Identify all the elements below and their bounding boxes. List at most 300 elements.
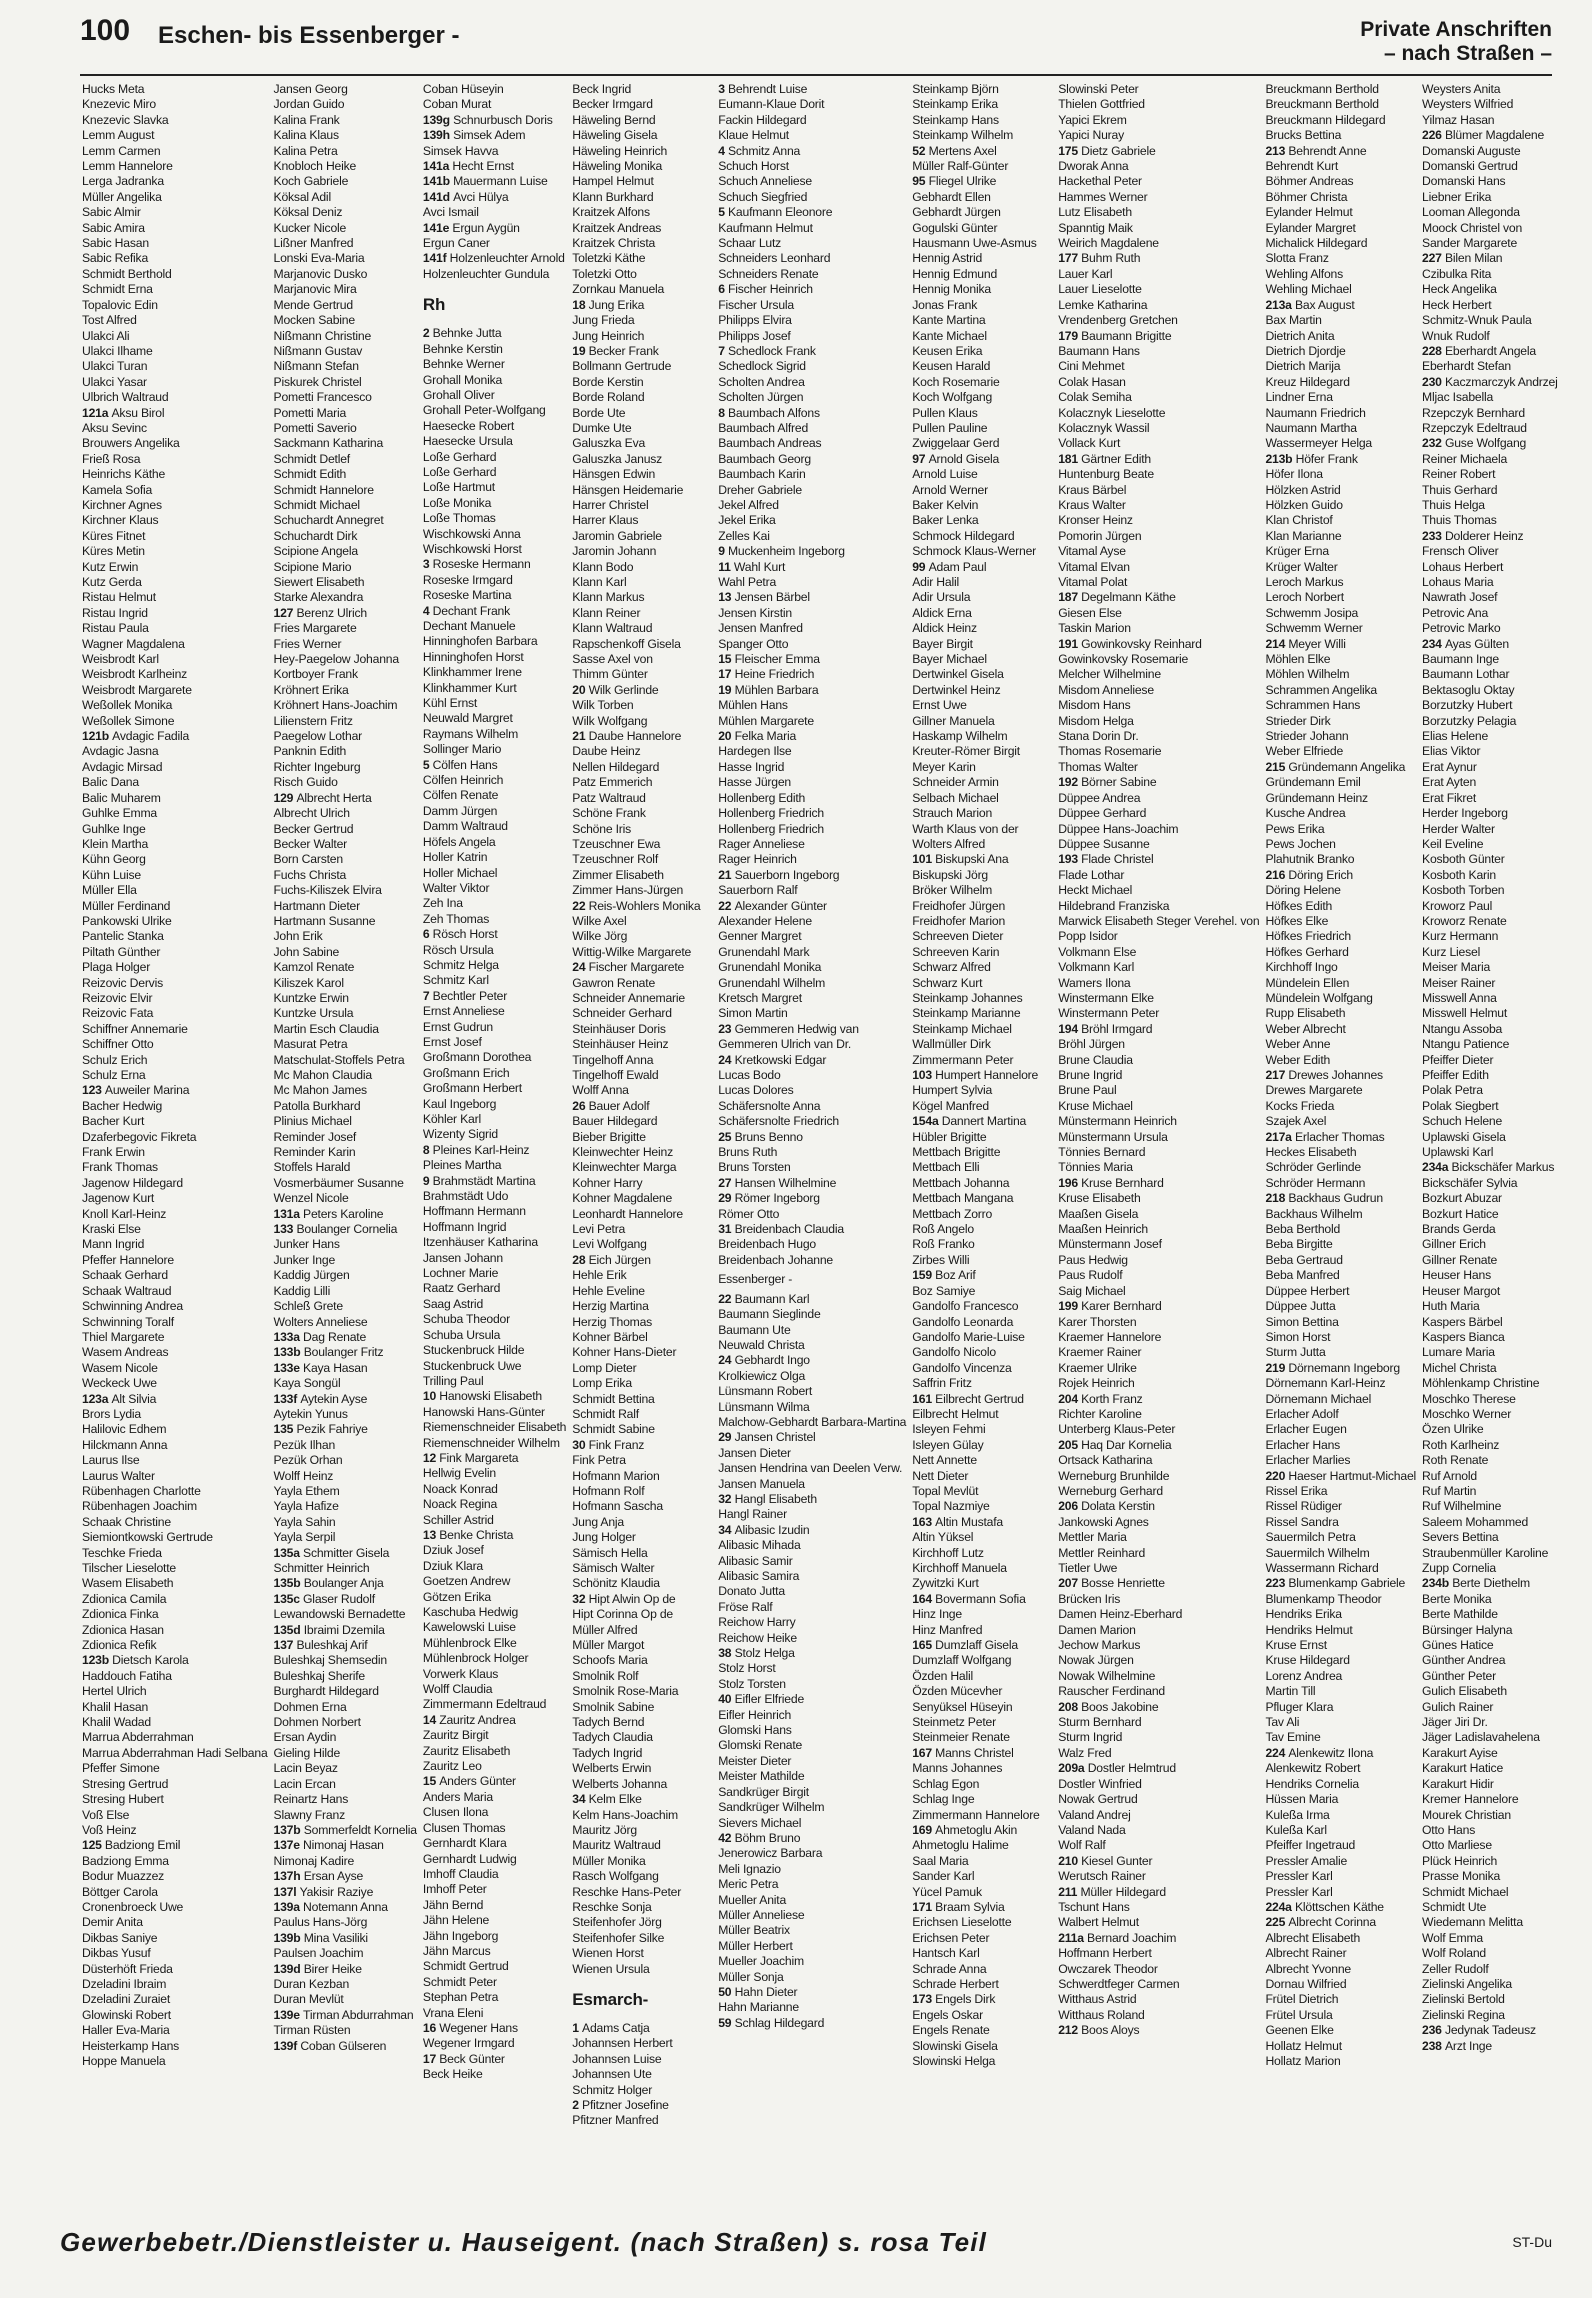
directory-entry: Höfkes Elke — [1265, 913, 1329, 928]
directory-entry: Jordan Guido — [273, 97, 345, 112]
directory-entry: Mühlenbrock Holger — [422, 1651, 529, 1666]
directory-entry: Leonhardt Hannelore — [572, 1206, 683, 1221]
directory-entry: Pometti Maria — [273, 405, 347, 420]
directory-entry: Müller Sonja — [718, 1969, 784, 1984]
directory-entry: Schuch Siegfried — [718, 189, 808, 204]
directory-entry: Wnuk Rudolf — [1422, 328, 1490, 343]
spacer — [423, 282, 566, 286]
directory-entry: Walz Fred — [1058, 1745, 1112, 1760]
directory-entry: Kohner Bärbel — [572, 1329, 648, 1344]
directory-entry: Düppee Gerhard — [1058, 806, 1147, 821]
directory-entry: Uplawski Karl — [1422, 1145, 1494, 1160]
directory-entry: Schmidt Peter — [422, 1974, 497, 1989]
directory-entry: Sauermilch Petra — [1265, 1530, 1356, 1545]
directory-entry: 232 Guse Wolfgang — [1422, 436, 1527, 451]
page-footer — [60, 2222, 1552, 2262]
directory-entry: Weckeck Uwe — [82, 1376, 157, 1391]
directory-entry: Grohall Oliver — [422, 387, 495, 402]
directory-entry: Sollinger Mario — [422, 742, 502, 757]
directory-entry: Vitamal Polat — [1058, 575, 1128, 589]
directory-entry: 224a Klöttschen Käthe — [1265, 1899, 1384, 1914]
directory-entry: Kröhnert Erika — [273, 682, 349, 697]
directory-entry: 217a Erlacher Thomas — [1265, 1129, 1385, 1144]
directory-entry: Sauermilch Wilhelm — [1265, 1545, 1370, 1560]
directory-entry: Stuckenbruck Hilde — [422, 1343, 525, 1358]
directory-entry: Borde Ute — [572, 405, 626, 420]
directory-entry: Sabic Hasan — [82, 236, 149, 251]
directory-entry: Ulakci Ilhame — [82, 343, 153, 358]
directory-entry: 137l Yakisir Raziye — [273, 1884, 374, 1899]
directory-entry: Schmidt Michael — [273, 497, 360, 512]
directory-entry: Bozkurt Abuzar — [1422, 1191, 1502, 1206]
directory-column — [718, 82, 906, 2212]
directory-entry: Raymans Wilhelm — [422, 726, 519, 741]
directory-entry: Engels Oskar — [912, 2007, 983, 2022]
directory-entry: Schuchardt Annegret — [273, 513, 384, 528]
directory-entry: Lewandowski Bernadette — [273, 1607, 406, 1622]
directory-entry: Steinkamp Marianne — [912, 1006, 1021, 1021]
directory-entry: Werneburg Gerhard — [1058, 1483, 1163, 1498]
directory-entry: Kaschuba Hedwig — [422, 1605, 519, 1619]
directory-entry: Hertel Ulrich — [82, 1684, 147, 1699]
directory-entry: Isleyen Fehmi — [912, 1422, 986, 1437]
directory-entry: Lemm Carmen — [82, 143, 161, 158]
directory-entry: Patolla Burkhard — [273, 1098, 361, 1113]
directory-entry: 123 Auweiler Marina — [82, 1083, 190, 1098]
directory-entry: Kusche Andrea — [1265, 806, 1346, 821]
directory-entry: Patz Waltraud — [572, 790, 646, 805]
directory-entry: Harrer Christel — [572, 497, 649, 512]
directory-entry: Dziuk Josef — [422, 1543, 484, 1558]
directory-entry: Roß Angelo — [912, 1222, 974, 1237]
directory-entry: Topal Nazmiye — [912, 1499, 990, 1514]
directory-entry: Yayla Ethem — [273, 1483, 340, 1498]
directory-entry: Topal Mevlüt — [912, 1483, 979, 1498]
directory-entry: Kraemer Hannelore — [1058, 1329, 1162, 1344]
directory-entry: Tost Alfred — [82, 313, 137, 328]
directory-entry: Heuser Hans — [1422, 1268, 1491, 1283]
directory-columns — [82, 82, 1562, 2212]
directory-entry: 139d Birer Heike — [273, 1961, 362, 1976]
directory-entry: Günes Hatice — [1422, 1638, 1494, 1653]
directory-entry: Sturm Bernhard — [1058, 1715, 1142, 1730]
directory-entry: 137 Buleshkaj Arif — [273, 1638, 368, 1653]
directory-entry: Meiser Maria — [1422, 960, 1491, 975]
directory-entry: 199 Karer Bernhard — [1058, 1299, 1162, 1314]
directory-entry: Stolz Horst — [718, 1661, 776, 1676]
directory-entry: 4 Schmitz Anna — [718, 143, 801, 158]
directory-entry: 196 Kruse Bernhard — [1058, 1175, 1164, 1190]
directory-entry: 50 Hahn Dieter — [718, 1984, 798, 1999]
directory-entry: Brahmstädt Udo — [422, 1189, 509, 1204]
directory-entry: Genner Margret — [718, 929, 802, 944]
directory-entry: Unterberg Klaus-Peter — [1058, 1422, 1176, 1437]
directory-entry: Gandolfo Leonarda — [912, 1314, 1014, 1329]
directory-entry: 139e Tirman Abdurrahman — [273, 2007, 414, 2022]
directory-entry: Dietrich Anita — [1265, 328, 1335, 343]
directory-entry: Steifenhofer Silke — [572, 1930, 665, 1945]
directory-entry: 164 Bovermann Sofia — [912, 1591, 1026, 1606]
directory-entry: Damm Waltraud — [422, 819, 508, 834]
directory-entry: Kaspers Bianca — [1422, 1329, 1505, 1344]
directory-entry: Welberts Johanna — [572, 1776, 668, 1791]
directory-column — [274, 82, 417, 2212]
directory-entry: Fink Petra — [572, 1453, 626, 1468]
directory-entry: Weber Edith — [1265, 1052, 1331, 1067]
directory-entry: 59 Schlag Hildegard — [718, 2015, 825, 2030]
directory-entry: Scipione Mario — [273, 559, 352, 574]
directory-entry: 169 Ahmetoglu Akin — [912, 1822, 1018, 1837]
directory-entry: Hennig Edmund — [912, 266, 998, 281]
directory-entry: Weßollek Simone — [82, 713, 175, 728]
directory-entry: 141e Ergun Aygün — [422, 220, 520, 235]
directory-entry: Pews Jochen — [1265, 836, 1336, 851]
directory-entry: 179 Baumann Brigitte — [1058, 328, 1172, 343]
directory-entry: Tadych Bernd — [572, 1715, 645, 1730]
directory-entry: 38 Stolz Helga — [718, 1646, 795, 1661]
directory-entry: Hucks Meta — [82, 82, 145, 96]
directory-entry: Pfeffer Simone — [82, 1761, 160, 1776]
directory-entry: Leroch Markus — [1265, 575, 1344, 589]
directory-entry: Hollenberg Friedrich — [718, 806, 824, 821]
directory-entry: Hanowski Hans-Günter — [422, 1404, 545, 1419]
directory-entry: Werutsch Rainer — [1058, 1869, 1146, 1884]
directory-entry: 181 Gärtner Edith — [1058, 451, 1151, 466]
directory-entry: Gebhardt Jürgen — [912, 205, 1001, 220]
directory-entry: Reizovic Elvir — [82, 990, 153, 1005]
directory-entry: 32 Hipt Alwin Op de — [572, 1591, 676, 1606]
directory-entry: Mühlen Margarete — [718, 713, 814, 728]
directory-entry: Steinkamp Michael — [912, 1021, 1012, 1036]
directory-entry: Erichsen Lieselotte — [912, 1915, 1012, 1930]
directory-entry: Steinkamp Wilhelm — [912, 128, 1014, 143]
directory-entry: Schmidt Edith — [273, 467, 347, 482]
directory-entry: 135a Schmitter Gisela — [273, 1545, 390, 1560]
directory-entry: Siemiontkowski Gertrude — [82, 1530, 213, 1545]
directory-entry: Zupp Cornelia — [1422, 1561, 1496, 1575]
directory-entry: Breuckmann Hildegard — [1265, 112, 1386, 127]
directory-entry: 29 Römer Ingeborg — [718, 1191, 820, 1206]
directory-entry: Kirchhoff Manuela — [912, 1561, 1007, 1575]
directory-entry: Lauer Lieselotte — [1058, 282, 1142, 297]
directory-entry: Höfels Angela — [422, 834, 496, 849]
directory-entry: Schröder Gerlinde — [1265, 1160, 1361, 1175]
directory-entry: Herder Walter — [1422, 821, 1495, 836]
directory-entry: Toletzki Otto — [572, 266, 637, 281]
directory-entry: Nißmann Christine — [273, 328, 372, 343]
directory-entry: Steinkamp Björn — [912, 82, 999, 96]
directory-entry: 30 Fink Franz — [572, 1437, 645, 1452]
directory-entry: Topalovic Edin — [82, 297, 158, 312]
directory-entry: Melcher Wilhelmine — [1058, 667, 1161, 682]
directory-entry: Loße Gerhard — [422, 449, 497, 464]
directory-entry: Sasse Axel von — [572, 652, 653, 667]
directory-entry: Dzeladini Zuraiet — [82, 1992, 171, 2007]
directory-entry: Wilke Axel — [572, 913, 627, 928]
directory-entry: Kuntzke Erwin — [273, 990, 349, 1005]
directory-entry: Neuwald Margret — [422, 711, 513, 726]
directory-entry: Dzeladini Ibraim — [82, 1976, 167, 1991]
directory-entry: Gillner Renate — [1422, 1252, 1498, 1267]
directory-entry: Holler Michael — [422, 865, 498, 880]
directory-entry: Huth Maria — [1422, 1299, 1480, 1314]
directory-entry: Yilmaz Hasan — [1422, 112, 1495, 127]
directory-entry: 223 Blumenkamp Gabriele — [1265, 1576, 1406, 1591]
directory-entry: Ristau Helmut — [82, 590, 156, 605]
directory-entry: Smolnik Sabine — [572, 1699, 655, 1714]
directory-entry: Galuszka Janusz — [572, 451, 663, 466]
directory-entry: Hendriks Erika — [1265, 1607, 1342, 1622]
directory-entry: Michalick Hildegard — [1265, 236, 1368, 251]
directory-entry: Pleines Martha — [422, 1158, 502, 1173]
directory-entry: Wolf Emma — [1422, 1930, 1483, 1945]
directory-entry: 123b Dietsch Karola — [82, 1653, 189, 1668]
directory-entry: 141b Mauermann Luise — [422, 174, 548, 189]
directory-entry: Kaddig Lilli — [273, 1283, 331, 1298]
directory-entry: Pressler Karl — [1265, 1869, 1333, 1884]
directory-entry: Roß Franko — [912, 1237, 975, 1252]
directory-entry: Kawelowski Luise — [422, 1620, 516, 1635]
directory-entry: Kaul Ingeborg — [422, 1096, 497, 1111]
directory-entry: Kühn Luise — [82, 867, 141, 882]
directory-entry: Jung Holger — [572, 1530, 636, 1545]
directory-entry: Boz Samiye — [912, 1283, 976, 1298]
directory-entry: 211 Müller Hildegard — [1058, 1884, 1166, 1899]
directory-entry: Zimmermann Peter — [912, 1052, 1014, 1067]
directory-entry: Knobloch Heike — [273, 159, 357, 174]
directory-entry: Tönnies Bernard — [1058, 1145, 1146, 1160]
directory-entry: Jung Anja — [572, 1514, 624, 1529]
directory-entry: Isleyen Gülay — [912, 1437, 984, 1452]
directory-entry: Loße Monika — [422, 495, 492, 510]
directory-entry: 19 Becker Frank — [572, 343, 659, 358]
directory-entry: Arnold Werner — [912, 482, 988, 497]
directory-entry: Hinninghofen Barbara — [422, 634, 538, 649]
directory-entry: Piltath Günther — [82, 944, 161, 959]
directory-entry: Bollmann Gertrude — [572, 359, 672, 374]
directory-entry: Tietler Uwe — [1058, 1561, 1118, 1575]
directory-entry: Sandkrüger Wilhelm — [718, 1800, 825, 1815]
directory-entry: Simsek Havva — [422, 143, 499, 158]
directory-entry: Gogulski Günter — [912, 220, 998, 235]
directory-entry: Sabic Almir — [82, 205, 141, 220]
directory-entry: Marwick Elisabeth Steger Verehel. von — [1058, 913, 1260, 928]
directory-entry: Reinartz Hans — [273, 1792, 349, 1807]
directory-entry: Düsterhöft Frieda — [82, 1961, 173, 1976]
directory-column — [572, 82, 712, 2212]
directory-entry: Reschke Hans-Peter — [572, 1884, 682, 1899]
directory-entry: Martin Till — [1265, 1684, 1316, 1699]
directory-entry: Breidenbach Johanne — [718, 1252, 834, 1267]
directory-entry: Weber Elfriede — [1265, 744, 1344, 759]
directory-entry: Ristau Ingrid — [82, 605, 148, 620]
directory-entry: Wassermeyer Helga — [1265, 436, 1372, 451]
directory-entry: Beba Gertraud — [1265, 1252, 1343, 1267]
directory-entry: Dörnemann Michael — [1265, 1391, 1372, 1406]
directory-entry: Lucas Bodo — [718, 1068, 781, 1082]
directory-entry: Dietrich Djordje — [1265, 343, 1346, 358]
directory-entry: Hilckmann Anna — [82, 1437, 168, 1452]
directory-entry: Stresing Hubert — [82, 1792, 164, 1807]
directory-entry: Avdagic Jasna — [82, 744, 159, 759]
directory-entry: Küres Metin — [82, 544, 145, 559]
directory-entry: Haesecke Ursula — [422, 434, 513, 449]
directory-entry: Wolf Ralf — [1058, 1838, 1106, 1853]
directory-entry: Kiliszek Karol — [273, 975, 344, 990]
directory-entry: Mettbach Zorro — [912, 1206, 993, 1221]
directory-entry: Gawron Renate — [572, 975, 656, 990]
directory-entry: Steinhäuser Doris — [572, 1021, 666, 1036]
directory-entry: Kroworz Renate — [1422, 913, 1507, 928]
directory-entry: Aytekin Yunus — [273, 1406, 348, 1421]
directory-entry: Gowinkovsky Rosemarie — [1058, 652, 1189, 667]
directory-entry: Senyüksel Hüseyin — [912, 1699, 1013, 1714]
directory-entry: Wagner Magdalena — [82, 636, 185, 651]
directory-entry: Zdionica Camila — [82, 1591, 167, 1606]
directory-entry: Kosboth Günter — [1422, 852, 1505, 867]
directory-entry: Jansen Dieter — [718, 1445, 791, 1460]
directory-entry: 121a Aksu Birol — [82, 405, 165, 420]
directory-entry: Johannsen Ute — [572, 2067, 652, 2082]
directory-entry: Hofmann Sascha — [572, 1499, 663, 1514]
directory-entry: Alibasic Samir — [718, 1553, 793, 1568]
directory-entry: Guhlke Inge — [82, 821, 146, 836]
directory-entry: Schreeven Dieter — [912, 929, 1004, 944]
directory-entry: Kruse Michael — [1058, 1098, 1133, 1113]
directory-entry: Piskurek Christel — [273, 374, 362, 389]
directory-entry: Taskin Marion — [1058, 621, 1131, 636]
directory-entry: 125 Badziong Emil — [82, 1838, 181, 1853]
directory-entry: Wolff Claudia — [422, 1682, 493, 1697]
directory-entry: Cini Mehmet — [1058, 359, 1125, 374]
directory-entry: Erichsen Peter — [912, 1930, 990, 1945]
directory-entry: Beck Ingrid — [572, 82, 632, 96]
header-rule — [80, 74, 1552, 76]
directory-entry: Albrecht Rainer — [1265, 1946, 1347, 1961]
directory-entry: 97 Arnold Gisela — [912, 451, 1000, 466]
directory-entry: Geenen Elke — [1265, 2023, 1334, 2038]
directory-entry: Pankowski Ulrike — [82, 913, 172, 928]
directory-entry: 213a Bax August — [1265, 297, 1355, 312]
directory-entry: Saffrin Fritz — [912, 1376, 972, 1391]
directory-entry: Köhler Karl — [422, 1112, 481, 1126]
directory-entry: Schoofs Maria — [572, 1653, 648, 1668]
directory-entry: Schaak Christine — [82, 1514, 171, 1529]
directory-entry: Reizovic Dervis — [82, 975, 163, 990]
directory-entry: Nett Annette — [912, 1453, 977, 1468]
directory-entry: Witthaus Astrid — [1058, 1992, 1137, 2007]
directory-entry: Szajek Axel — [1265, 1114, 1327, 1129]
directory-entry: Lemke Katharina — [1058, 297, 1148, 312]
directory-entry: Misswell Helmut — [1422, 1006, 1508, 1021]
directory-entry: Jung Frieda — [572, 313, 635, 328]
directory-entry: Yayla Hafize — [273, 1499, 339, 1514]
directory-entry: Yapici Ekrem — [1058, 112, 1127, 127]
directory-entry: Bayer Birgit — [912, 636, 973, 651]
directory-entry: Gulich Elisabeth — [1422, 1684, 1507, 1699]
directory-entry: Albrecht Elisabeth — [1265, 1930, 1361, 1945]
directory-entry: Saleem Mohammed — [1422, 1514, 1529, 1529]
directory-entry: Köksal Deniz — [273, 205, 343, 220]
directory-entry: Kalina Frank — [273, 112, 340, 127]
directory-entry: Kosboth Karin — [1422, 867, 1496, 882]
directory-entry: 127 Berenz Ulrich — [273, 605, 368, 620]
directory-entry: Steinkamp Johannes — [912, 990, 1023, 1005]
directory-entry: Häweling Bernd — [572, 112, 656, 127]
directory-entry: Prasse Monika — [1422, 1869, 1501, 1884]
directory-entry: Moschko Therese — [1422, 1391, 1516, 1406]
directory-entry: 99 Adam Paul — [912, 559, 987, 574]
directory-entry: Zdionica Finka — [82, 1607, 159, 1622]
directory-entry: Colak Hasan — [1058, 374, 1126, 389]
directory-entry: Kolacznyk Wassil — [1058, 420, 1150, 435]
directory-entry: Hendriks Helmut — [1265, 1622, 1353, 1637]
directory-entry: Frütel Dietrich — [1265, 1992, 1339, 2007]
directory-entry: 187 Degelmann Käthe — [1058, 590, 1176, 605]
directory-entry: Scholten Andrea — [718, 374, 805, 389]
directory-entry: Lorenz Andrea — [1265, 1668, 1343, 1683]
directory-entry: Mündelein Ellen — [1265, 975, 1350, 990]
directory-entry: Meric Petra — [718, 1877, 779, 1892]
directory-entry: Richter Ingeburg — [273, 759, 361, 774]
directory-entry: Möhlen Wilhelm — [1265, 667, 1350, 682]
directory-entry: Lutz Elisabeth — [1058, 205, 1132, 220]
directory-entry: Wasem Nicole — [82, 1360, 158, 1375]
directory-entry: Pews Erika — [1265, 821, 1325, 836]
directory-entry: Drewes Margarete — [1265, 1083, 1363, 1098]
directory-entry: Baumann Ute — [718, 1322, 791, 1337]
directory-entry: Bektasoglu Oktay — [1422, 682, 1515, 697]
directory-entry: Özen Ulrike — [1422, 1422, 1484, 1437]
directory-entry: Tirman Rüsten — [273, 2023, 351, 2038]
directory-entry: Keil Eveline — [1422, 836, 1484, 851]
directory-entry: Winstermann Peter — [1058, 1006, 1160, 1021]
directory-entry: Nimonaj Kadire — [273, 1853, 355, 1868]
directory-entry: Bacher Kurt — [82, 1114, 145, 1129]
directory-entry: Ulakci Ali — [82, 328, 130, 343]
directory-entry: 161 Eilbrecht Gertrud — [912, 1391, 1024, 1406]
directory-entry: Nellen Hildegard — [572, 759, 660, 774]
directory-entry: Huntenburg Beate — [1058, 467, 1154, 482]
directory-entry: Severs Bettina — [1422, 1530, 1499, 1545]
directory-entry: 12 Fink Margareta — [422, 1450, 519, 1465]
directory-entry: Schaak Waltraud — [82, 1283, 172, 1298]
directory-entry: Baumbach Karin — [718, 467, 806, 482]
directory-entry: Erat Ayten — [1422, 775, 1477, 790]
directory-entry: Thomas Rosemarie — [1058, 744, 1162, 759]
directory-entry: Bozkurt Hatice — [1422, 1206, 1499, 1221]
directory-entry: Kirchhoff Ingo — [1265, 960, 1338, 975]
directory-entry: Weisbrodt Karlheinz — [82, 667, 188, 682]
directory-entry: Schuch Horst — [718, 159, 789, 174]
directory-entry: Behnke Werner — [422, 357, 505, 372]
directory-entry: Mühlenbrock Elke — [422, 1635, 517, 1650]
directory-entry: Frütel Ursula — [1265, 2007, 1333, 2022]
directory-entry: Reichow Heike — [718, 1630, 797, 1645]
directory-entry: 24 Gebhardt Ingo — [718, 1353, 810, 1368]
directory-entry: Cölfen Heinrich — [422, 773, 504, 788]
directory-entry: Steifenhofer Jörg — [572, 1915, 662, 1930]
directory-entry: Lerga Jadranka — [82, 174, 164, 189]
directory-entry: Lindner Erna — [1265, 390, 1333, 405]
directory-entry: Wenzel Nicole — [273, 1191, 349, 1206]
directory-entry: Jechow Markus — [1058, 1638, 1141, 1653]
directory-entry: Domanski Auguste — [1422, 143, 1521, 158]
directory-entry: Pfeiffer Edith — [1422, 1068, 1489, 1082]
directory-entry: Reiner Robert — [1422, 467, 1496, 482]
directory-entry: Vitamal Elvan — [1058, 559, 1130, 574]
directory-entry: Lemm Hannelore — [82, 159, 173, 174]
